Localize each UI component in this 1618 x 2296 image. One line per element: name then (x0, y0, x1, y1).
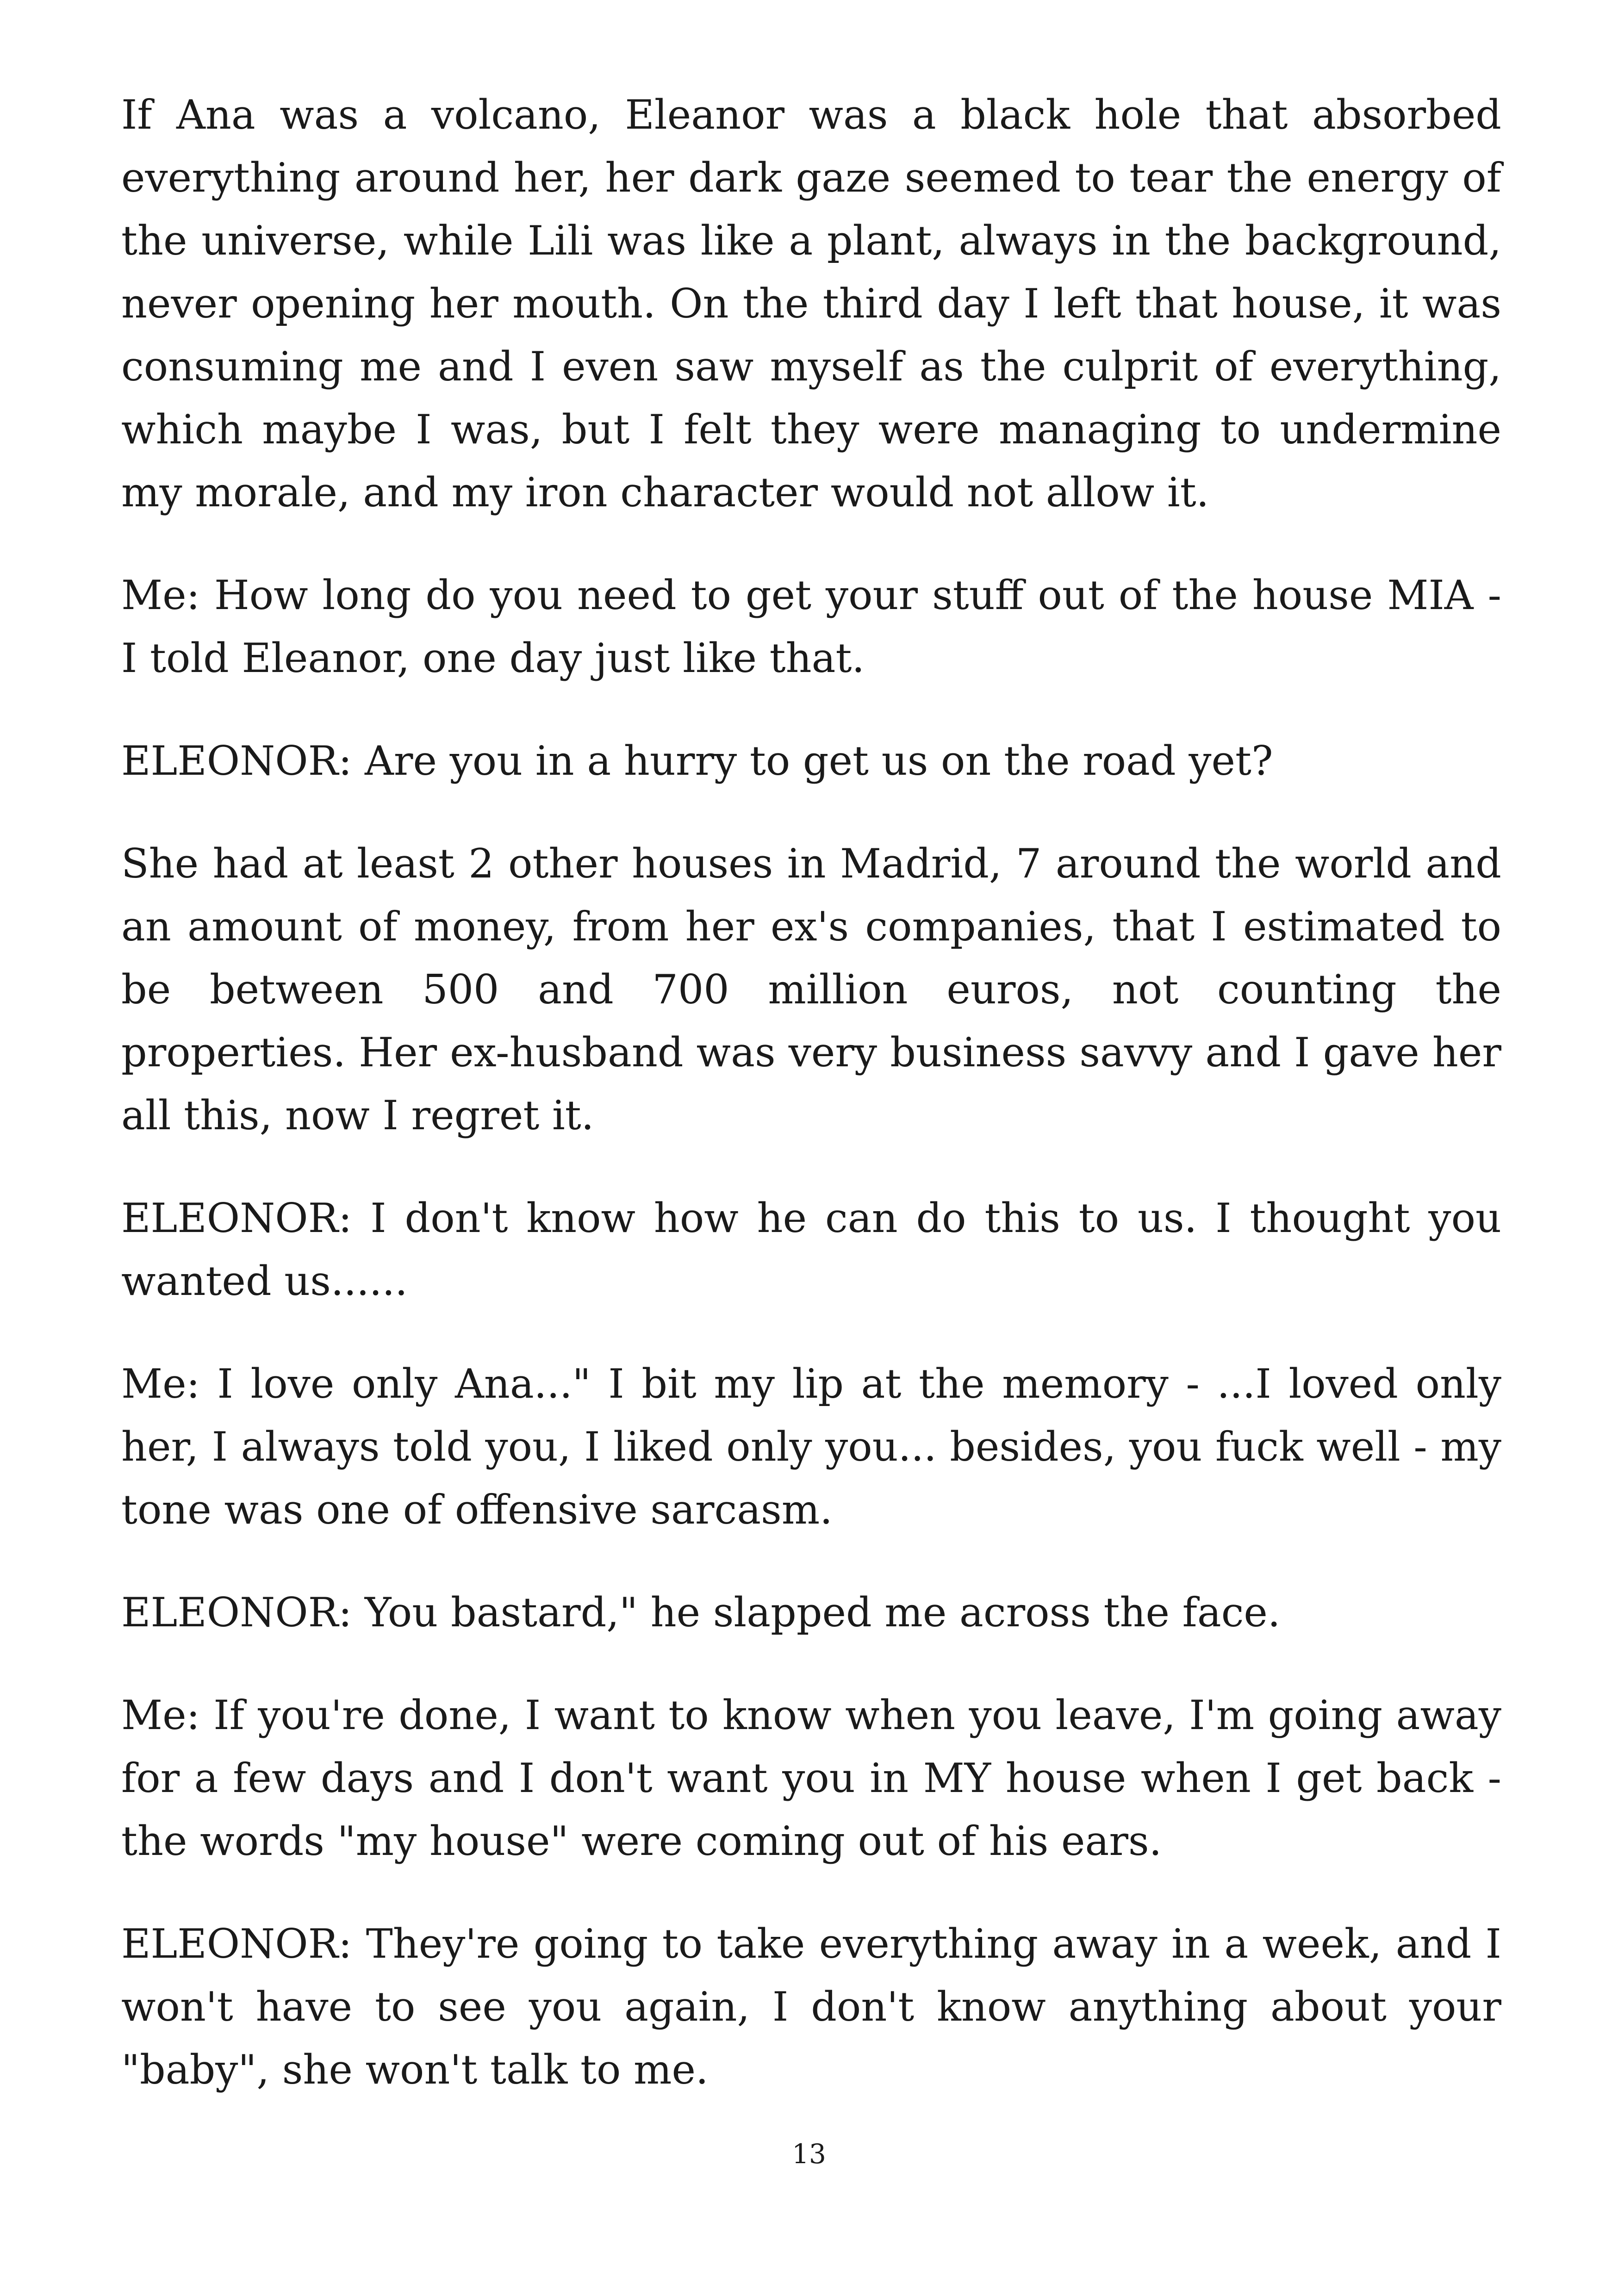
page-number: 13 (792, 2138, 826, 2170)
paragraph: ELEONOR: I don't know how he can do this to us. I thought you wanted us...... (121, 1195, 1501, 1305)
paragraph: Me: If you're done, I want to know when you leave, I'm going away for a few days and I don't want you in MY house when I get back - the words "my house" were coming out of his ears. (121, 1692, 1501, 1865)
paragraph: She had at least 2 other houses in Madrid, 7 around the world and an amount of money, from her ex's companies, that I estimated to be between 500 and 700 million euros, not counting the properties. Her ex-husband was very business savvy and I gave her all this, now I regret it. (121, 840, 1501, 1139)
paragraph: ELEONOR: They're going to take everything away in a week, and I won't have to see you again, I don't know anything about your "baby", she won't talk to me. (121, 1920, 1501, 2093)
paragraph: Me: I love only Ana..." I bit my lip at the memory - ...I loved only her, I always told you, I liked only you... besides, you fuck well - my tone was one of offensive sarcasm. (121, 1360, 1501, 1533)
paragraph: ELEONOR: Are you in a hurry to get us on the road yet? (121, 737, 1273, 784)
paragraph: ELEONOR: You bastard," he slapped me across the face. (121, 1589, 1281, 1636)
paragraph: Me: How long do you need to get your stuff out of the house MIA - I told Eleanor, one day just like that. (121, 572, 1501, 682)
paragraph: If Ana was a volcano, Eleanor was a black hole that absorbed everything around her, her dark gaze seemed to tear the energy of the universe, while Lili was like a plant, always in the background, never opening her mouth. On the third day I left that house, it was consuming me and I even saw myself as the culprit of everything, which maybe I was, but I felt they were managing to undermine my morale, and my iron character would not allow it. (121, 91, 1501, 516)
body-text (121, 83, 1501, 2141)
